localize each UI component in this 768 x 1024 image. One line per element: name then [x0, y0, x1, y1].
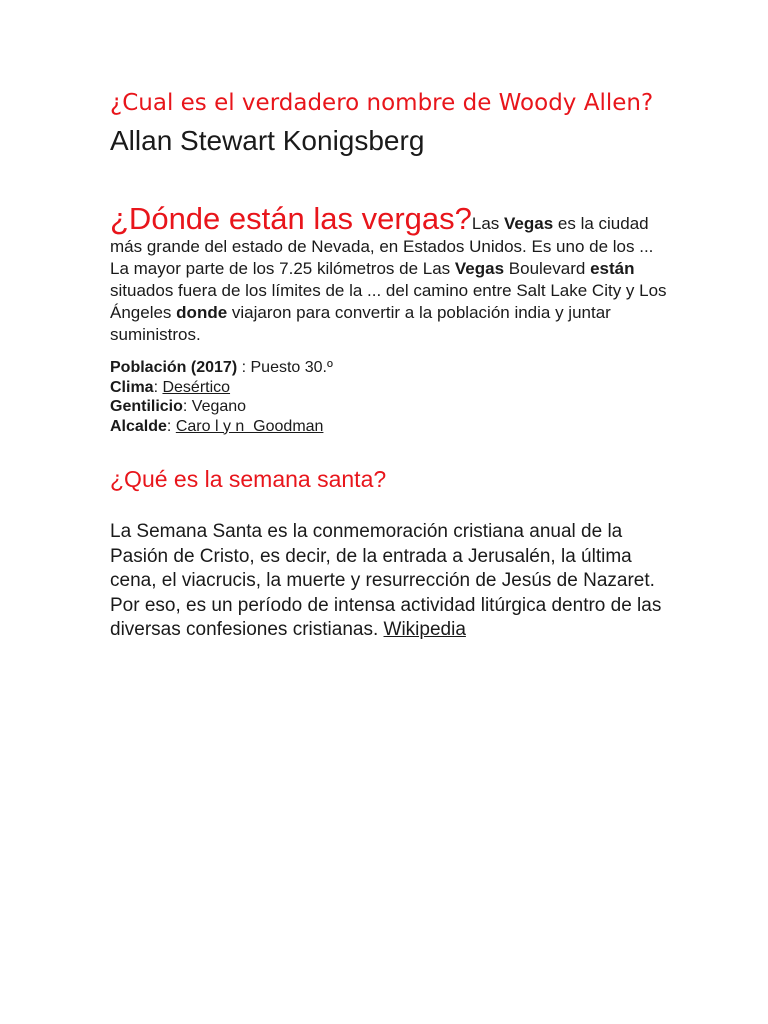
section-woody-allen: [110, 84, 670, 162]
fact-value: : Vegano: [182, 398, 247, 415]
fact-label: Clima: [110, 378, 154, 396]
bold-term: donde: [176, 303, 228, 322]
alcalde-link[interactable]: Caro l y n Goodman: [175, 417, 324, 435]
section-semana-santa: [110, 520, 670, 643]
bold-term: Vegas: [454, 259, 505, 278]
section-las-vegas: [110, 202, 670, 346]
paragraph-text: situados fuera de los límites de la ... del camino entre Salt Lake City y Los Ángeles: [110, 281, 667, 322]
paragraph-text: viajaron para convertir a la población india y juntar suministros.: [110, 303, 611, 344]
question-woody-allen: ¿Cual es el verdadero nombre de Woody Allen?: [110, 90, 654, 116]
fact-value: : Puesto 30.º: [237, 359, 333, 376]
fact-label: Gentilicio: [110, 398, 183, 415]
question-las-vegas: ¿Dónde están las vergas?: [110, 201, 472, 236]
paragraph-text: Las: [471, 214, 505, 233]
clima-link[interactable]: Desértico: [162, 378, 231, 396]
semana-santa-body: La Semana Santa es la conmemoración cristiana anual de la Pasión de Cristo, es decir, de la entrada a Jerusalén, la última cena, el viacrucis, la muerte y resurrección de Jesús de Nazaret. Por eso, es un período de intensa actividad litúrgica dentro de las diversas confesiones cristianas.: [110, 521, 662, 640]
question-semana-santa: ¿Qué es la semana santa?: [110, 466, 387, 492]
fact-poblacion: [110, 358, 670, 378]
answer-woody-allen: Allan Stewart Konigsberg: [110, 125, 425, 156]
bold-term: Vegas: [504, 214, 554, 233]
fact-label: Alcalde: [110, 417, 167, 435]
bold-term: están: [590, 259, 635, 278]
paragraph-text: Boulevard: [504, 259, 591, 278]
wikipedia-link[interactable]: Wikipedia: [383, 619, 466, 640]
paragraph-text: es la ciudad más grande del estado de Nevada, en Estados Unidos. Es uno de los ... La mayor parte de los 7.25 kilómetros de Las: [110, 214, 654, 278]
fact-alcalde: Alcalde: Caro l y n Goodman: [110, 417, 324, 435]
fact-gentilicio: [110, 397, 670, 417]
fact-label: Población (2017): [110, 359, 238, 376]
facts-list: [110, 358, 670, 436]
fact-clima: Clima: Desértico: [110, 378, 231, 396]
document-page: [110, 84, 670, 643]
